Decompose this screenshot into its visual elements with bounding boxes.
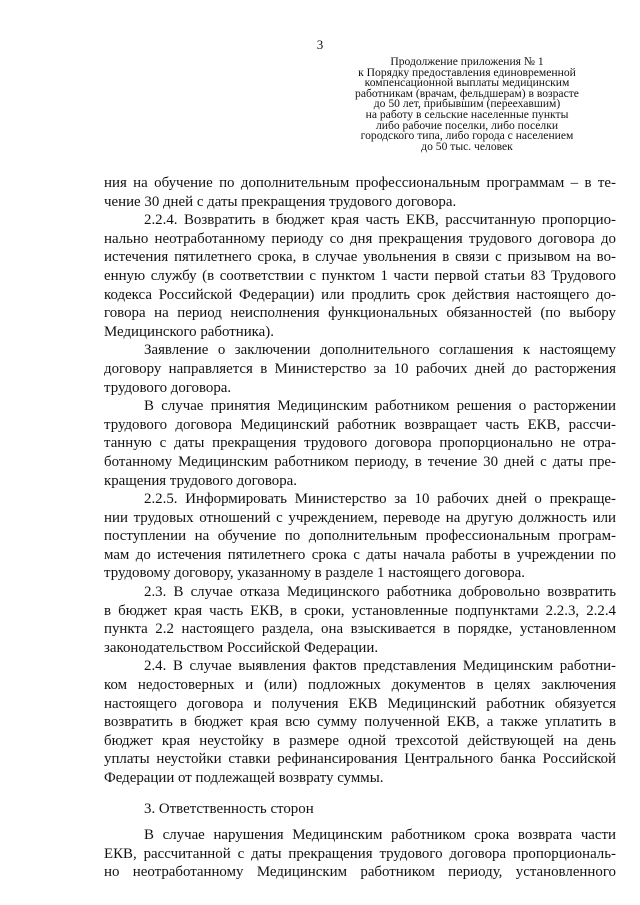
- annex-header-line: работникам (врачам, фельдшерам) в возрасте: [355, 86, 579, 100]
- text-line: бюджет края неустойку в размере одной трехсотой действующей на день: [104, 732, 616, 749]
- text-line: говора на период неисполнения функциональных обязанностей (по выбору: [104, 305, 616, 322]
- text-line: поступлении на обучение по дополнительным профессиональным програм-: [104, 528, 616, 545]
- text-line: ЕКВ, рассчитанной с даты прекращения трудового договора пропорциональ-: [104, 845, 616, 862]
- document-body: [104, 174, 616, 882]
- annex-header-line: на работу в сельские населенные пункты: [365, 107, 569, 121]
- annex-header-line: Продолжение приложения № 1: [390, 55, 544, 68]
- text-line: пункта 2.2 настоящего раздела, она взыскивается в порядке, установленном: [104, 621, 616, 638]
- text-line: законодательством Российской Федерации.: [104, 639, 379, 656]
- text-line: чение 30 дней с даты прекращения трудового договора.: [104, 193, 457, 210]
- text-line: уплаты неустойки ставки рефинансирования Центрального банка Российской: [104, 751, 616, 768]
- text-line: договору направляется в Министерство за 10 рабочих дней до расторжения: [104, 360, 616, 377]
- text-line: ния на обучение по дополнительным профессиональным программам – в те-: [104, 175, 616, 191]
- text-line: нально неотработанному периоду со дня прекращения трудового договора до: [104, 230, 616, 247]
- text-line: трудового договора.: [104, 379, 232, 396]
- paragraph-application: [104, 341, 616, 397]
- text-line: ком недостоверных и (или) подложных документов в целях заключения: [104, 677, 616, 694]
- paragraph-2-2-5: [104, 490, 616, 583]
- paragraph-2-2-4: [104, 211, 616, 341]
- annex-header-line: компенсационной выплаты медицинским: [364, 76, 570, 90]
- annex-header-line: к Порядку предоставления единовременной: [358, 65, 576, 79]
- text-line: трудового договора Медицинский работник возвращает часть ЕКВ, рассчи-: [104, 416, 616, 433]
- text-line: В случае нарушения Медицинским работником срока возврата части: [144, 827, 616, 844]
- annex-header-line: городского типа, либо города с населением: [360, 129, 574, 143]
- paragraph-continuation: [104, 174, 616, 211]
- text-line: кращения трудового договора.: [104, 472, 297, 489]
- paragraph-2-3: [104, 583, 616, 657]
- paragraph-termination: [104, 397, 616, 490]
- annex-header-line: до 50 лет, прибывшим (переехавшим): [373, 97, 561, 111]
- annex-header-line: либо рабочие поселки, либо поселки: [375, 118, 559, 132]
- text-line: возвратить в бюджет края всю сумму полученной ЕКВ, а также уплатить в: [104, 714, 616, 731]
- annex-header-line: до 50 тыс. человек: [421, 139, 513, 153]
- text-line: Федерации от подлежащей возврату суммы.: [104, 770, 384, 786]
- text-line: кодекса Российской Федерации) или продлить срок действия настоящего до-: [104, 286, 616, 303]
- text-line: ботанному Медицинским работником периоду, в течение 30 дней с даты пре-: [104, 453, 616, 470]
- page-number: 3: [316, 37, 324, 52]
- text-line: настоящего договора и получения ЕКВ Медицинский работник обязуется: [104, 695, 616, 712]
- text-line: 2.3. В случае отказа Медицинского работника добровольно возвратить: [144, 584, 616, 601]
- text-line: енную службу (в соответствии с пунктом 1 части первой статьи 83 Трудового: [104, 267, 616, 284]
- text-line: мам до истечения пятилетнего срока с даты начала работы в учреждении по: [104, 546, 616, 563]
- text-line: Заявление о заключении дополнительного соглашения к настоящему: [144, 342, 616, 359]
- text-line: 2.2.4. Возвратить в бюджет края часть ЕКВ, рассчитанную пропорцио-: [144, 212, 616, 229]
- text-line: трудовому договору, указанному в разделе 1 настоящего договора.: [104, 565, 525, 582]
- annex-header: [336, 57, 598, 152]
- text-line: нии трудовых отношений с учреждением, переводе на другую должность или: [104, 509, 616, 526]
- text-line: 2.4. В случае выявления фактов представления Медицинским работни-: [144, 658, 616, 675]
- text-line: Медицинского работника).: [104, 323, 274, 340]
- text-line: но неотработанному Медицинским работником периоду, установленного: [104, 864, 616, 881]
- text-line: В случае принятия Медицинским работником решения о расторжении: [144, 398, 616, 415]
- text-line: танную с даты прекращения трудового договора пропорционально не отра-: [104, 435, 616, 452]
- paragraph-responsibility: [104, 826, 616, 882]
- section-heading: 3. Ответственность сторон: [144, 800, 314, 817]
- text-line: 2.2.5. Информировать Министерство за 10 рабочих дней о прекраще-: [144, 491, 616, 508]
- paragraph-2-4: [104, 657, 616, 787]
- text-line: истечения пятилетнего срока, в случае увольнения в связи с призывом на во-: [104, 249, 616, 266]
- text-line: в бюджет края часть ЕКВ, в сроки, установленные подпунктами 2.2.3, 2.2.4: [104, 602, 616, 619]
